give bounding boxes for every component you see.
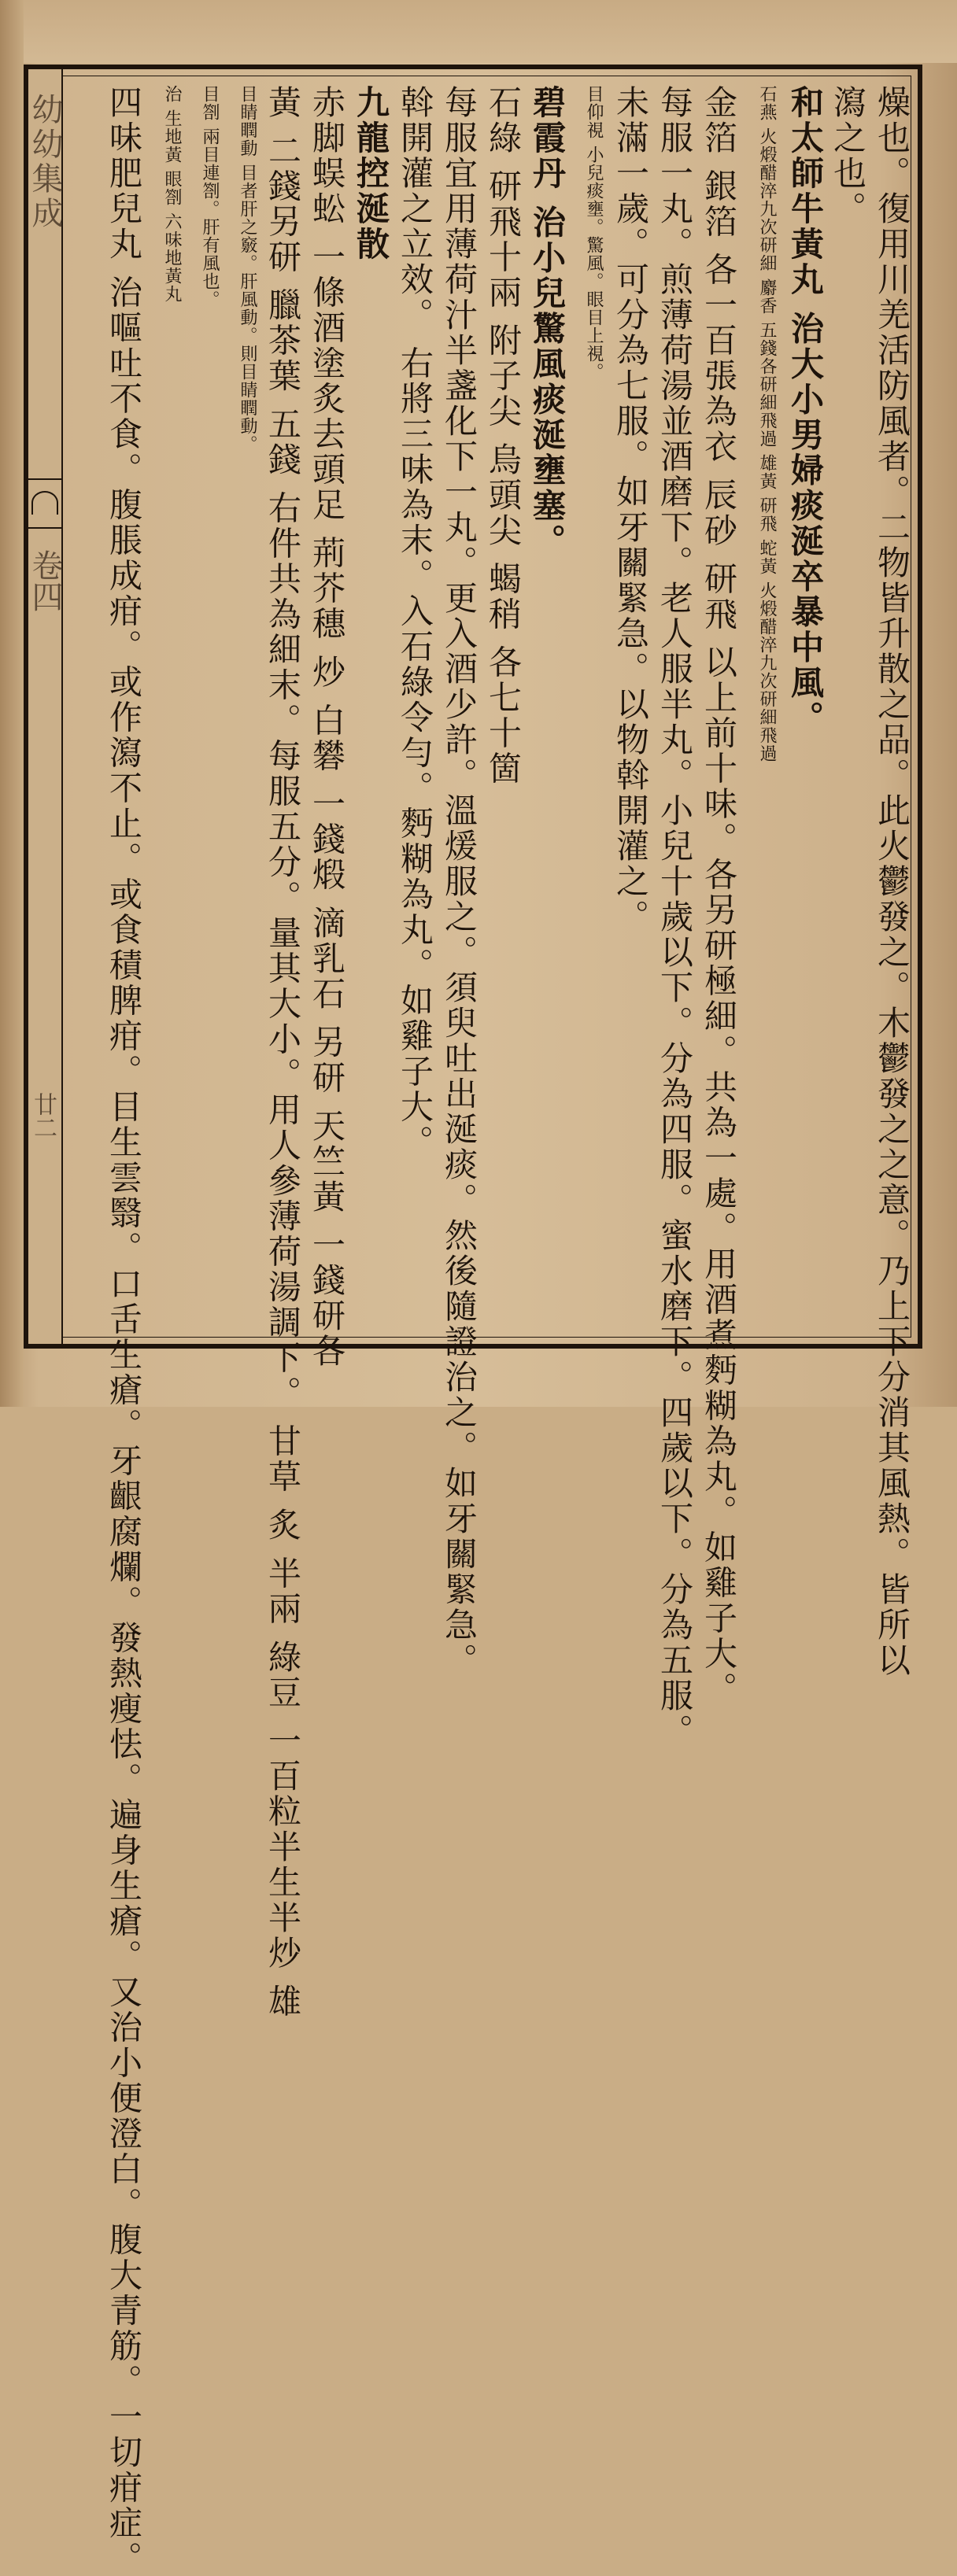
page-border-frame bbox=[24, 65, 922, 2576]
text-column-15: 黃 二錢另研 臘茶葉 五錢 右件共為細末。每服五分。量其大小。用人參薄荷湯調下。 甘草 炙 半兩 綠豆 一百粒半生半炒 雄 bbox=[264, 85, 302, 2020]
text-column-4: 石燕 火煅醋淬九次研細 麝香 五錢各研細飛過 雄黃 研飛 蛇黃 火煅醋淬九次研細飛過 bbox=[757, 85, 777, 762]
fishtail-mark bbox=[28, 478, 61, 529]
text-column-9: 碧霞丹 治小兒驚風痰涎壅塞。 bbox=[528, 85, 567, 559]
text-column-19: 四味肥兒丸 治嘔吐不食。腹脹成疳。或作瀉不止。或食積脾疳。目生雲翳。口舌生瘡。牙齦腐爛。發熱瘦怯。遍身生瘡。又治小便澄白。腹大青筋。一切疳症。 bbox=[105, 85, 143, 2576]
text-column-10: 石綠 研飛十兩 附子尖 烏頭尖 蝎稍 各七十箇 bbox=[484, 85, 523, 787]
text-column-7: 未滿一歲。可分為七服。如牙關緊急。以物斡開灌之。 bbox=[612, 85, 650, 935]
text-column-13: 九龍控涎散 bbox=[352, 85, 390, 262]
text-column-6: 每服一丸。煎薄荷湯並酒磨下。老人服半丸。小兒十歲以下。分為四服。蜜水磨下。四歲以下。分為五服。 bbox=[656, 85, 694, 1749]
text-column-18: 治 生地黃 眼劄 六味地黃丸 bbox=[162, 85, 182, 303]
text-column-1: 燥也。復用川羌活防風者。二物皆升散之品。此火鬱發之。木鬱發之之意。乃上下分消其風熱。皆所以 bbox=[873, 85, 911, 1678]
text-column-5: 金箔 銀箔 各一百張為衣 辰砂 研飛 以上前十味。各另研極細。共為一處。用酒煮麪糊為丸。如雞子大。 bbox=[700, 85, 738, 1707]
center-margin-strip bbox=[28, 69, 63, 1344]
text-column-8: 目仰視 小兒痰壅。驚風。眼目上視。 bbox=[584, 85, 604, 381]
text-column-2: 瀉之也。 bbox=[829, 85, 867, 227]
margin-volume: 卷四 bbox=[27, 549, 63, 612]
margin-page-number: 廿二 bbox=[29, 1092, 57, 1139]
page-left-edge bbox=[0, 0, 24, 1407]
text-column-16: 目睛瞤動 目者肝之竅。肝風動。則目睛瞤動。 bbox=[238, 85, 257, 453]
vertical-text-body bbox=[65, 74, 911, 2576]
text-column-17: 目劄 兩目連劄。肝有風也。 bbox=[200, 85, 220, 308]
text-column-14: 赤脚蜈蚣 一條酒塗炙去頭足 荊芥穗 炒 白礬 一錢煅 滴乳石 另研 天竺黃 一錢研各 bbox=[308, 85, 346, 1370]
text-column-12: 斡開灌之立效。 右將三味為末。入石綠令勻。麪糊為丸。如雞子大。 bbox=[396, 85, 434, 1161]
margin-book-title: 幼幼集成 bbox=[27, 93, 63, 231]
text-column-3: 和太師牛黃丸 治大小男婦痰涎卒暴中風。 bbox=[786, 85, 825, 736]
page-top-edge bbox=[0, 0, 957, 63]
text-column-11: 每服宜用薄荷汁半盞化下一丸。更入酒少許。溫煖服之。須臾吐出涎痰。然後隨證治之。如牙關緊急。 bbox=[440, 85, 479, 1678]
